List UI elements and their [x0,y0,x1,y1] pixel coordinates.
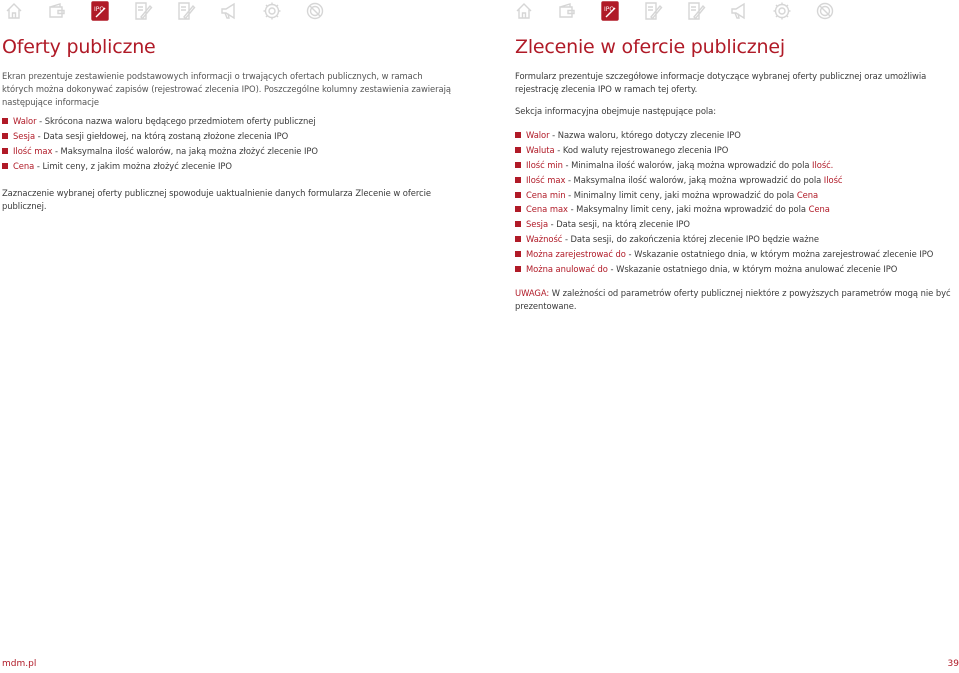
fields-list [515,129,955,275]
item-desc: - Data sesji giełdowej, na którą zostaną złożone zlecenia IPO [35,131,289,142]
note-label: UWAGA: [515,288,550,299]
item-desc: - Maksymalna ilość walorów, jaką można wprowadzić do pola [565,174,824,185]
item-term: Ilość min [526,159,563,170]
item-term: Walor [526,130,550,141]
item-desc: - Minimalna ilość walorów, jaką można wprowadzić do pola [562,159,813,170]
megaphone-icon[interactable] [729,1,749,21]
list-item [515,174,955,187]
list-item [515,189,955,202]
footer-site: mdm.pl [2,659,37,669]
gear-icon[interactable] [772,1,792,21]
gear-icon[interactable] [262,1,282,21]
item-term: Walor [13,116,37,127]
item-desc: - Kod waluty rejestrowanego zlecenia IPO [554,145,729,156]
list-item [515,203,955,216]
item-term: Można anulować do [526,263,608,274]
item-desc: - Data sesji, na którą zlecenie IPO [548,219,690,230]
item-term: Cena min [526,189,566,200]
item-ref: Cena [796,189,819,200]
item-desc: - Minimalny limit ceny, jaki można wprowadzić do pola [565,189,797,200]
item-desc: - Nazwa waloru, którego dotyczy zlecenie IPO [549,130,741,141]
item-desc: - Wskazanie ostatniego dnia, w którym można zarejestrować zlecenie IPO [625,248,934,259]
left-column [2,36,452,220]
item-ref: Ilość [823,174,843,185]
note-body: W zależności od parametrów oferty publicznej niektóre z powyższych parametrów mogą nie być prezentowane. [515,288,951,312]
top-icon-bar-right [514,0,858,22]
item-desc: - Skrócona nazwa waloru będącego przedmiotem oferty publicznej [36,116,316,127]
list-item [2,115,452,128]
section-text: Sekcja informacyjna obejmuje następujące pola: [515,105,717,116]
note-text [515,287,955,313]
item-ref: Ilość. [812,159,834,170]
intro-text: Formularz prezentuje szczegółowe informacje dotyczące wybranej oferty publicznej oraz umożliwia rejestrację zlecenia IPO w ramach tej oferty. [515,71,927,94]
ipo-icon[interactable] [90,1,110,21]
list-item [515,218,955,231]
item-desc: - Maksymalny limit ceny, jaki można wprowadzić do pola [567,204,809,215]
list-item [2,145,452,158]
item-term: Waluta [526,145,555,156]
item-term: Sesja [13,131,36,142]
ipo-icon[interactable] [600,1,620,21]
item-term: Ilość max [13,146,53,157]
list-item [515,129,955,142]
item-ref: Cena [808,204,830,215]
item-term: Cena [13,161,35,172]
item-term: Sesja [526,219,549,230]
item-desc: - Data sesji, do zakończenia której zlecenie IPO będzie ważne [562,233,819,244]
list-item [515,248,955,261]
page-title: Oferty publiczne [2,36,156,58]
edit-icon[interactable] [643,1,663,21]
outro-text: Zaznaczenie wybranej oferty publicznej spowoduje uaktualnienie danych formularza Zlecenie w ofercie publicznej. [2,188,431,211]
wallet-icon[interactable] [557,1,577,21]
item-term: Ważność [526,233,563,244]
item-term: Cena max [526,204,568,215]
wallet-icon[interactable] [47,1,67,21]
item-term: Ilość max [526,174,566,185]
list-item [515,159,955,172]
item-term: Można zarejestrować do [526,248,626,259]
block-icon[interactable] [815,1,835,21]
list-item [515,233,955,246]
list-item [515,263,955,276]
list-item [515,144,955,157]
page-number: 39 [947,659,959,669]
edit-alt-icon[interactable] [686,1,706,21]
section-title: Zlecenie w ofercie publicznej [515,36,785,58]
columns-list [2,115,452,173]
svg-text:IPO: IPO [94,6,105,13]
edit-alt-icon[interactable] [176,1,196,21]
list-item [2,130,452,143]
right-column [515,36,955,320]
item-desc: - Wskazanie ostatniego dnia, w którym można anulować zlecenie IPO [607,263,898,274]
home-icon[interactable] [4,1,24,21]
home-icon[interactable] [514,1,534,21]
item-desc: - Maksymalna ilość walorów, na jaką można złożyć zlecenie IPO [52,146,318,157]
top-icon-bar-left [4,0,348,22]
intro-text: Ekran prezentuje zestawienie podstawowych informacji o trwających ofertach publicznych, w ramach których można dokonywać zapisów (rejestrować zlecenia IPO). Poszczególne kolumny zestawienia zawierają następujące informacje [2,71,451,107]
item-desc: - Limit ceny, z jakim można złożyć zlecenie IPO [34,161,232,172]
list-item [2,160,452,173]
svg-text:IPO: IPO [604,6,615,13]
megaphone-icon[interactable] [219,1,239,21]
edit-icon[interactable] [133,1,153,21]
block-icon[interactable] [305,1,325,21]
